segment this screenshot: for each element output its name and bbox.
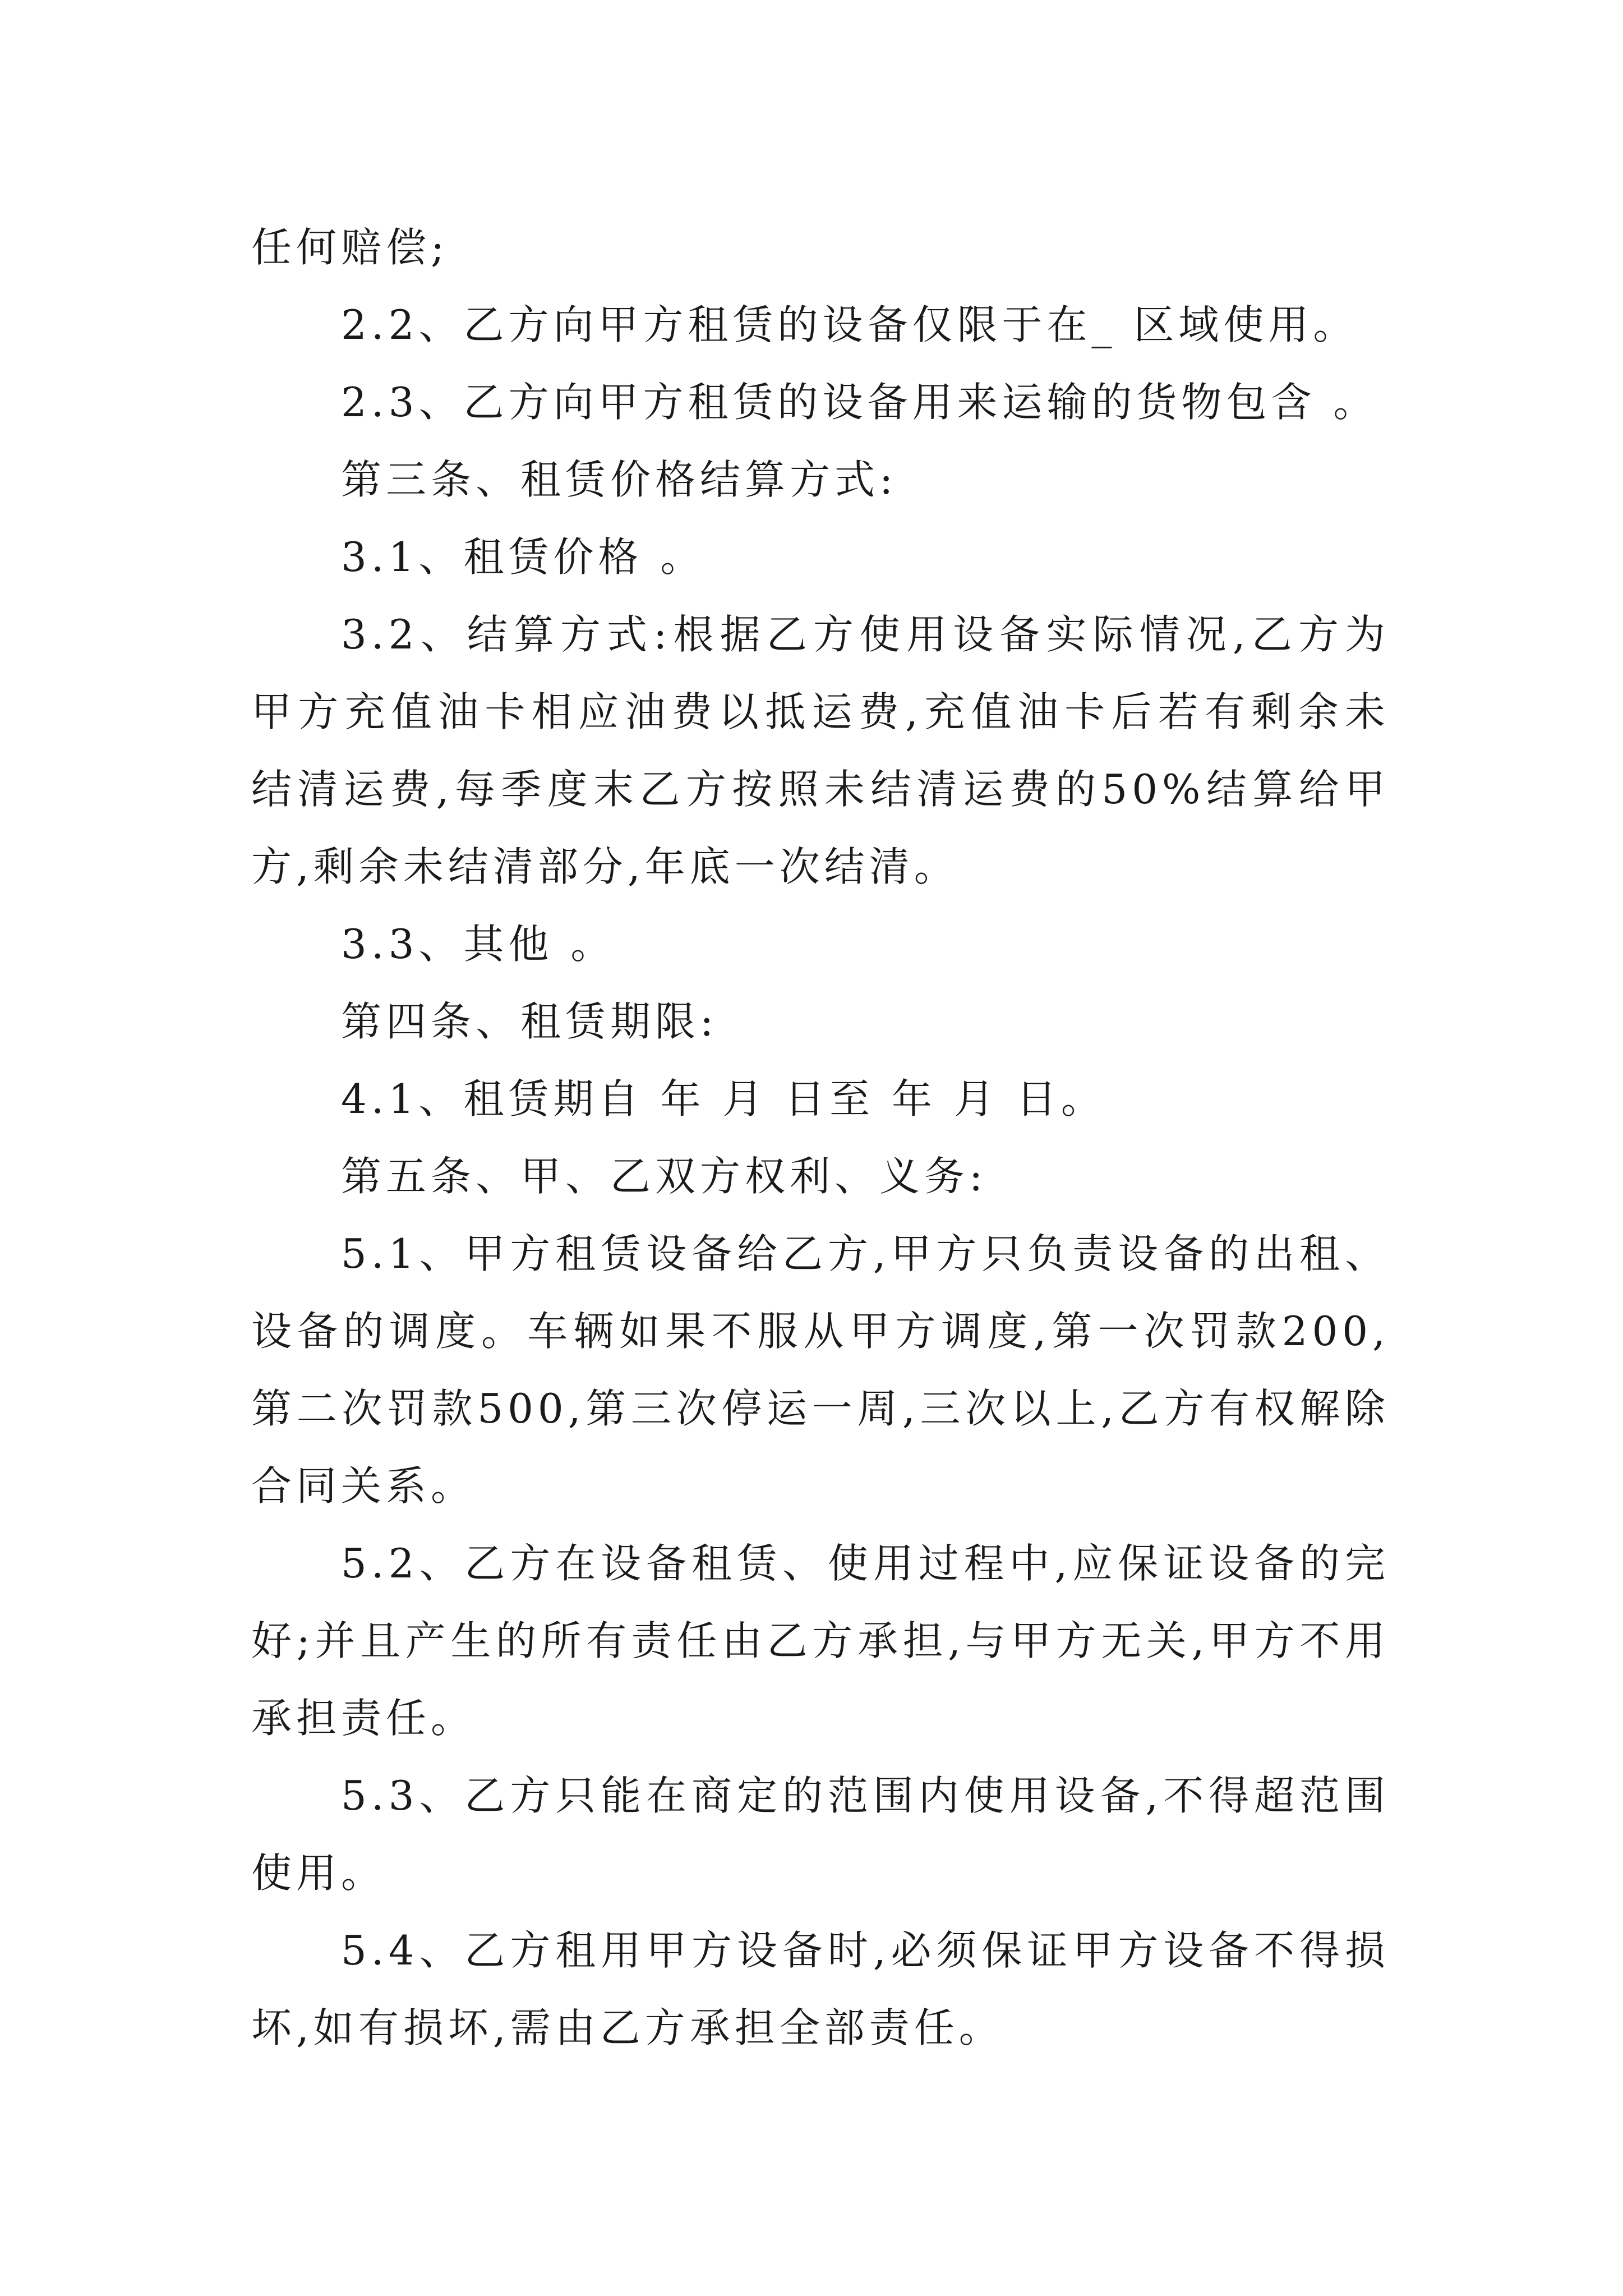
article-4-heading: 第四条、租赁期限: [341,998,718,1045]
clause-5-2: 5.2、乙方在设备租赁、使用过程中,应保证设备的完好;并且产生的所有责任由乙方承担,与甲方无关,甲方不用承担责任。 [251,1540,1390,1742]
clause-3-3: 3.3、其他 。 [341,921,616,968]
clause-2-3: 2.3、乙方向甲方租赁的设备用来运输的货物包含 。 [341,379,1378,426]
article-3-heading: 第三条、租赁价格结算方式: [341,456,898,503]
document-body [251,209,1390,2067]
clause-3-1: 3.1、租赁价格 。 [341,533,706,581]
clause-3-2: 3.2、结算方式:根据乙方使用设备实际情况,乙方为甲方充值油卡相应油费以抵运费,充值油卡后若有剩余未结清运费,每季度末乙方按照未结清运费的50%结算给甲方,剩余未结清部分,年底一次结清。 [251,611,1390,890]
clause-5-4: 5.4、乙方租用甲方设备时,必须保证甲方设备不得损坏,如有损坏,需由乙方承担全部责任。 [251,1927,1390,2051]
clause-5-3: 5.3、乙方只能在商定的范围内使用设备,不得超范围使用。 [251,1772,1390,1897]
clause-2-2: 2.2、乙方向甲方租赁的设备仅限于在_ 区域使用。 [341,301,1358,348]
paragraph-continuation: 任何赔偿; [251,224,449,271]
article-5-heading: 第五条、甲、乙双方权利、义务: [341,1153,988,1200]
clause-5-1: 5.1、甲方租赁设备给乙方,甲方只负责设备的出租、设备的调度。车辆如果不服从甲方调度,第一次罚款200,第二次罚款500,第三次停运一周,三次以上,乙方有权解除合同关系。 [251,1230,1390,1510]
clause-4-1: 4.1、租赁期自 年 月 日至 年 月 日。 [341,1075,1106,1122]
